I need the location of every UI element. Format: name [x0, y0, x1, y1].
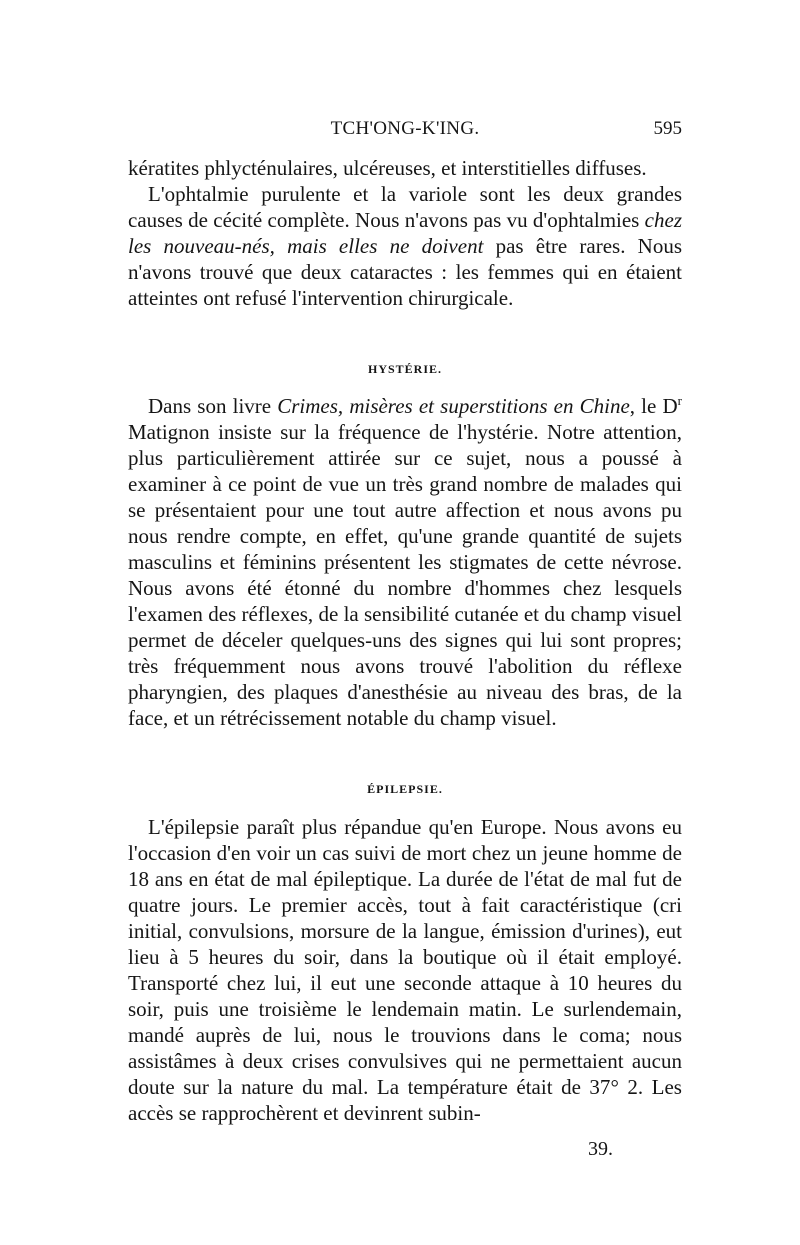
running-title: TCH'ONG-K'ING. [330, 118, 480, 139]
paragraph-ophtalmie-part1: L'ophtalmie purulente et la variole sont les deux grandes causes de cécité complète. Nous n'avons pas vu d'ophtalmies [128, 182, 682, 232]
paragraph-ophtalmie-part2: pas être rares. Nous n'avons trouvé que deux cataractes : les femmes qui en étaient atteintes ont refusé l'intervention chirurgicale. [128, 234, 682, 310]
epilepsie-text [128, 814, 682, 1126]
continuation-line: kératites phlycténulaires, ulcéreuses, et interstitielles diffuses. [128, 156, 647, 180]
paragraph-hysterie [128, 393, 682, 731]
paragraph-hysterie-part3: Matignon insiste sur la fréquence de l'hystérie. Notre attention, plus particulièrement attirée sur ce sujet, nous a poussé à examiner à ce point de vue un très grand nombre de malades qui se présentaient pour une tout autre affection et nous avons pu nous rendre compte, en effet, qu'une grande quantité de sujets masculins et féminins présentent les stigmates de cette névrose. Nous avons été étonné du nombre d'hommes chez lesquels l'examen des réflexes, de la sensibilité cutanée et du champ visuel permet de déceler quelques-uns des signes qui lui sont propres; très fréquemment nous avons trouvé l'abolition du réflexe pharyngien, des plaques d'anesthésie au niveau des bras, de la face, et un rétrécissement notable du champ visuel. [128, 420, 682, 730]
paragraph-hysterie-part1: Dans son livre [148, 394, 278, 418]
doctor-superscript: r [677, 393, 682, 408]
paragraph-ophtalmie [128, 181, 682, 311]
page-header [128, 118, 682, 148]
paragraph-hysterie-part2: , le D [629, 394, 678, 418]
paragraph-ophtalmie-italic: chez les nouveau-nés, mais elles ne doivent [128, 208, 682, 258]
paragraph-epilepsie [128, 814, 682, 1126]
section-title-epilepsie: ÉPILEPSIE. [367, 782, 443, 796]
temperature-decimal: ° 2 [610, 1075, 638, 1099]
section-title-hysterie: HYSTÉRIE. [367, 362, 443, 376]
book-title: Crimes, misères et superstitions en Chine [277, 394, 630, 418]
page-number: 595 [653, 118, 682, 139]
opening-text [128, 155, 682, 311]
signature-mark: 39. [588, 1138, 613, 1160]
paragraph-epilepsie-part2: . Les accès se rapprochèrent et devinrent subin- [128, 1075, 682, 1125]
hysterie-text [128, 393, 682, 731]
paragraph-epilepsie-part1: L'épilepsie paraît plus répandue qu'en Europe. Nous avons eu l'occasion d'en voir un cas suivi de mort chez un jeune homme de 18 ans en état de mal épileptique. La durée de l'état de mal fut de quatre jours. Le premier accès, tout à fait caractéristique (cri initial, convulsions, morsure de la langue, émission d'urines), eut lieu à 5 heures du soir, dans la boutique où il était employé. Transporté chez lui, il eut une seconde attaque à 10 heures du soir, puis une troisième le lendemain matin. Le surlendemain, mandé auprès de lui, nous le trouvions dans le coma; nous assistâmes à deux crises convulsives qui ne permettaient aucun doute sur la nature du mal. La température était de 37 [128, 815, 682, 1099]
